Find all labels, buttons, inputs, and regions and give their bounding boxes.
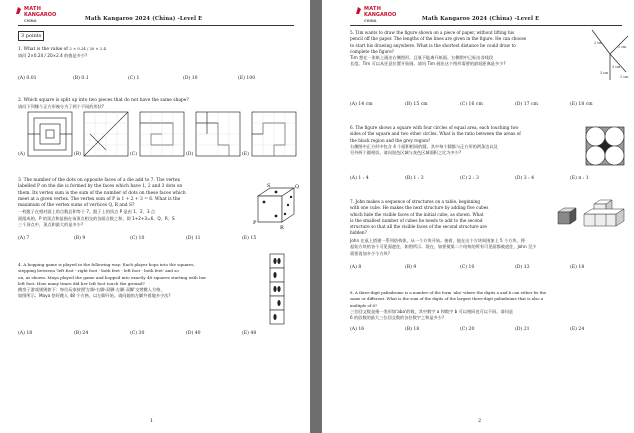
question-7-chinese: 需要再加多少个方块?: [350, 250, 390, 256]
answer-option[interactable]: (D) 13: [515, 265, 530, 270]
answer-option[interactable]: (D): [186, 152, 194, 157]
question-8-line: multiple of 6?: [350, 302, 378, 308]
length-label: 3 cm: [600, 71, 609, 75]
question-6-line: the black region and the grey region?: [350, 137, 431, 143]
answer-option[interactable]: (E) 18 cm: [570, 102, 593, 107]
question-2-text: 2. Which square is split up into two pieces that do not have the same shape?: [18, 98, 189, 103]
logo-line-1: MATH: [364, 6, 382, 12]
answer-option[interactable]: (A) 14 cm: [350, 102, 373, 107]
question-4-answers: [18, 331, 282, 336]
page-gutter: [310, 0, 322, 433]
answer-option[interactable]: (D) 10: [183, 76, 198, 81]
question-4-line: stepping between 'left foot - right foot - both feet - left foot - both feet' and so: [18, 268, 179, 274]
question-3-chinese: 三个顶点中，顶点和最大的是多少?: [18, 222, 84, 228]
question-4: [18, 262, 256, 300]
answer-option[interactable]: (D) 21: [515, 327, 530, 332]
answer-option[interactable]: (B) 9: [405, 265, 417, 270]
answer-option[interactable]: (E): [242, 152, 249, 157]
question-2-answers: [18, 152, 272, 157]
answer-option[interactable]: (C) 2 : 3: [460, 176, 479, 181]
question-3-die-figure: [252, 184, 300, 230]
question-1: [18, 46, 288, 61]
question-5-line: pencil off the paper. The lengths of the lines are given in the figure. He can choose: [350, 36, 527, 42]
answer-option[interactable]: (C) 30: [130, 331, 145, 336]
answer-option[interactable]: (B): [74, 152, 81, 157]
answer-option[interactable]: (B) 24: [74, 331, 89, 336]
answer-option[interactable]: (E) π : 1: [570, 176, 589, 181]
page-header: Math Kangaroo 2024 (China) -Level E: [85, 16, 203, 22]
question-7-line: which hide the visible faces of the initial cube, as shown. What: [350, 211, 484, 217]
math-kangaroo-logo: [24, 6, 56, 24]
question-7-line: hidden?: [350, 230, 367, 236]
header-rule: [350, 25, 622, 26]
answer-option[interactable]: (C) 1: [128, 76, 140, 81]
vertex-label-r: R: [280, 225, 284, 231]
answer-option[interactable]: (E) 18: [570, 265, 585, 270]
question-6-line: sides of the square and two other circles. What is the ratio between the areas of: [350, 131, 521, 137]
question-6-line: 6. The figure shows a square with four circles of equal area, each touching two: [350, 125, 519, 130]
question-1-chinese: 请问 2×0.24 / 20×2.4 的值是多少?: [18, 53, 88, 59]
answer-option[interactable]: (C) 20: [460, 327, 475, 332]
question-3-line: maximum of the vertex sums of vertices Q, R and S?: [18, 203, 135, 209]
vertex-label-s: S: [267, 183, 271, 189]
question-4-hopscotch-figure: [262, 254, 302, 326]
question-8-answers: [350, 327, 610, 332]
length-label: 3 cm: [612, 65, 621, 69]
question-6-answers: [350, 176, 610, 181]
answer-option[interactable]: (C): [130, 152, 138, 157]
logo-line-2: KANGAROO: [24, 12, 57, 18]
length-label: 2 cm: [620, 75, 629, 79]
answer-option[interactable]: (E) 24: [570, 327, 585, 332]
answer-option[interactable]: (B) 0.1: [73, 76, 89, 81]
question-7-line: is the smallest number of cubes he needs to add to the second: [350, 217, 483, 223]
question-8: [350, 290, 624, 321]
answer-option[interactable]: (A): [18, 152, 25, 157]
answer-option[interactable]: (E) 48: [242, 331, 257, 336]
question-6-chinese: 另外两个圆相切。请问黑色区域与灰色区域面积之比为多少?: [350, 150, 462, 156]
vertex-label-p: P: [253, 220, 257, 226]
answer-option[interactable]: (D) 11: [186, 236, 201, 241]
question-4-chinese: 如图所示。Maya 恰好跳入 48 个方格，以左脚开始。请问她的左脚共着地多少次?: [18, 293, 171, 299]
logo-line-3: CHINA: [364, 19, 377, 23]
question-8-chinese: 6 的倍数的最大三位回文数的各位数字之和是多少?: [350, 315, 445, 321]
page-number: 1: [150, 418, 154, 424]
question-3-line: them. Its vertex sum is the sum of the number of dots on these faces which: [18, 190, 186, 196]
question-5-answers: [350, 102, 610, 107]
answer-option[interactable]: (C) 16 cm: [460, 102, 483, 107]
question-7-chinese: John 在桌上搭建一系列结构体，从一个方块开始。接着，他在这个方块周围加上 5 个方块，将: [350, 238, 525, 243]
question-7-cubes-figure: [554, 196, 630, 232]
question-1-text: 1. What is the value of: [18, 47, 68, 52]
question-5-line-figure: [590, 28, 630, 84]
answer-option[interactable]: (D) 40: [186, 331, 201, 336]
answer-option[interactable]: (C) 10: [460, 265, 475, 270]
logo-line-2: KANGAROO: [364, 12, 397, 18]
header-rule: [18, 25, 294, 26]
answer-option[interactable]: (E) 15: [242, 236, 257, 241]
answer-option[interactable]: (A) 0.01: [18, 76, 37, 81]
page-header: Math Kangaroo 2024 (China) -Level E: [422, 16, 540, 22]
question-3-line: 3. The number of the dots on opposite faces of a die add to 7. The vertex: [18, 178, 180, 183]
question-6-circles-figure: [586, 127, 626, 167]
answer-option[interactable]: (A) 1 : 4: [350, 176, 369, 181]
question-3-answers: [18, 236, 282, 241]
question-5-line: to start his drawing anywhere. What is the shortest distance he could draw to: [350, 42, 516, 48]
answer-option[interactable]: (E) 100: [238, 76, 256, 81]
logo-line-3: CHINA: [24, 19, 37, 23]
document-page-1: [0, 0, 310, 433]
answer-option[interactable]: (B) 1 : 3: [405, 176, 424, 181]
question-4-line: 4. A hopping game is played in the following way: Each player hops into the squares,: [18, 262, 195, 267]
question-3-chinese: 一枚骰子在相对面上的点数总和等于 7。骰子上的顶点 P 是由 1、2、3 点: [18, 209, 156, 215]
page-number: 2: [478, 418, 482, 424]
answer-option[interactable]: (A) 8: [350, 265, 362, 270]
answer-option[interactable]: (D) 3 : 4: [515, 176, 535, 181]
kangaroo-logo-icon: [355, 6, 362, 15]
question-5-chinese: 长度。Tim 可以从任意位置开始画。请问 Tim 画出这个图形需要的最短距离是多少?: [350, 61, 506, 67]
question-6: [350, 125, 584, 156]
length-label: 2 cm: [618, 45, 627, 49]
question-7-answers: [350, 265, 610, 270]
question-5-line: 5. Tim wants to draw the figure shown on a piece of paper, without lifting his: [350, 30, 515, 35]
question-5-chinese: Tim 想在一张纸上画出右侧图形，且笔不能离开纸面。右侧图中已标出各线段: [350, 55, 494, 61]
question-1-fraction: 2 × 0.24 / 20 × 2.4: [69, 46, 106, 51]
question-7-line: with one cube. He makes the next structure by adding five cubes: [350, 205, 489, 211]
question-3-chinese: 面组成的。P 的顶点和是指在该顶点相交的各面点数之和，即 1+2+3=6。Q、R、S: [18, 215, 175, 221]
answer-option[interactable]: (D) 17 cm: [515, 102, 538, 107]
question-7: [350, 199, 550, 237]
question-5: [350, 30, 588, 68]
question-8-line: 8. A three-digit palindrome is a number of the form 'aba' where the digits a and b can either be the: [350, 290, 547, 295]
question-5-line: complete the figure?: [350, 48, 394, 54]
question-8-chinese: 三位回文数是指一类形如'aba'的数，其中数字 a 和数字 b 可以相同也可以不同。请问是: [350, 308, 514, 314]
question-3-line: meet at a given vertex. The vertex sum of P is 1 + 2 + 3 = 6. What is the: [18, 196, 181, 202]
length-label: 2 cm: [594, 41, 603, 45]
question-2: [18, 98, 298, 112]
answer-option[interactable]: (C) 10: [130, 236, 145, 241]
answer-option[interactable]: (A) 18: [18, 331, 33, 336]
question-7-line: structure so that all the visible faces of the second structure are: [350, 224, 487, 230]
question-6-chinese: 右侧图中正方形中包含 4 个面积相同的圆，其中每个圆都与正方形的两条边以及: [350, 143, 498, 149]
question-4-line: left foot. How many times did her left foot touch the ground?: [18, 280, 145, 286]
question-1-answers: [18, 76, 278, 81]
section-label: 3 points: [18, 31, 44, 41]
kangaroo-logo-icon: [15, 6, 22, 15]
question-7-chinese-block: [350, 238, 622, 257]
answer-option[interactable]: (A) 7: [18, 236, 30, 241]
question-2-chinese: 请问下列哪个正方形被分为了两个不同的形状?: [18, 104, 104, 110]
question-3: [18, 178, 250, 228]
logo-line-1: MATH: [24, 6, 42, 12]
vertex-label-q: Q: [295, 184, 300, 190]
question-7-chinese: 起始方块的各个可见面遮住，如图所示。现在，如要使第二个结构的所有可见面都被遮住，John 至少: [350, 244, 537, 250]
answer-option[interactable]: (B) 15 cm: [405, 102, 428, 107]
answer-option[interactable]: (B) 9: [74, 236, 86, 241]
question-4-chinese: 跳房子游戏规则如下：每位玩家按照'左脚-右脚-双脚-左脚-双脚'交替跳入方格，: [18, 287, 165, 293]
answer-option[interactable]: (A) 16: [350, 327, 365, 332]
question-8-line: same or different. What is the sum of the digits of the largest three-digit palindrome that is also a: [350, 296, 544, 302]
math-kangaroo-logo: [364, 6, 396, 24]
question-4-line: on, as shown. Maya played the game and hopped into exactly 48 squares starting with her: [18, 274, 207, 280]
question-3-line: labelled P on the die is formed by the faces which have 1, 2 and 3 dots on: [18, 184, 183, 190]
question-7-line: 7. John makes a sequence of structures on a table, beginning: [350, 199, 480, 204]
document-page-2: [322, 0, 634, 433]
answer-option[interactable]: (B) 18: [405, 327, 420, 332]
